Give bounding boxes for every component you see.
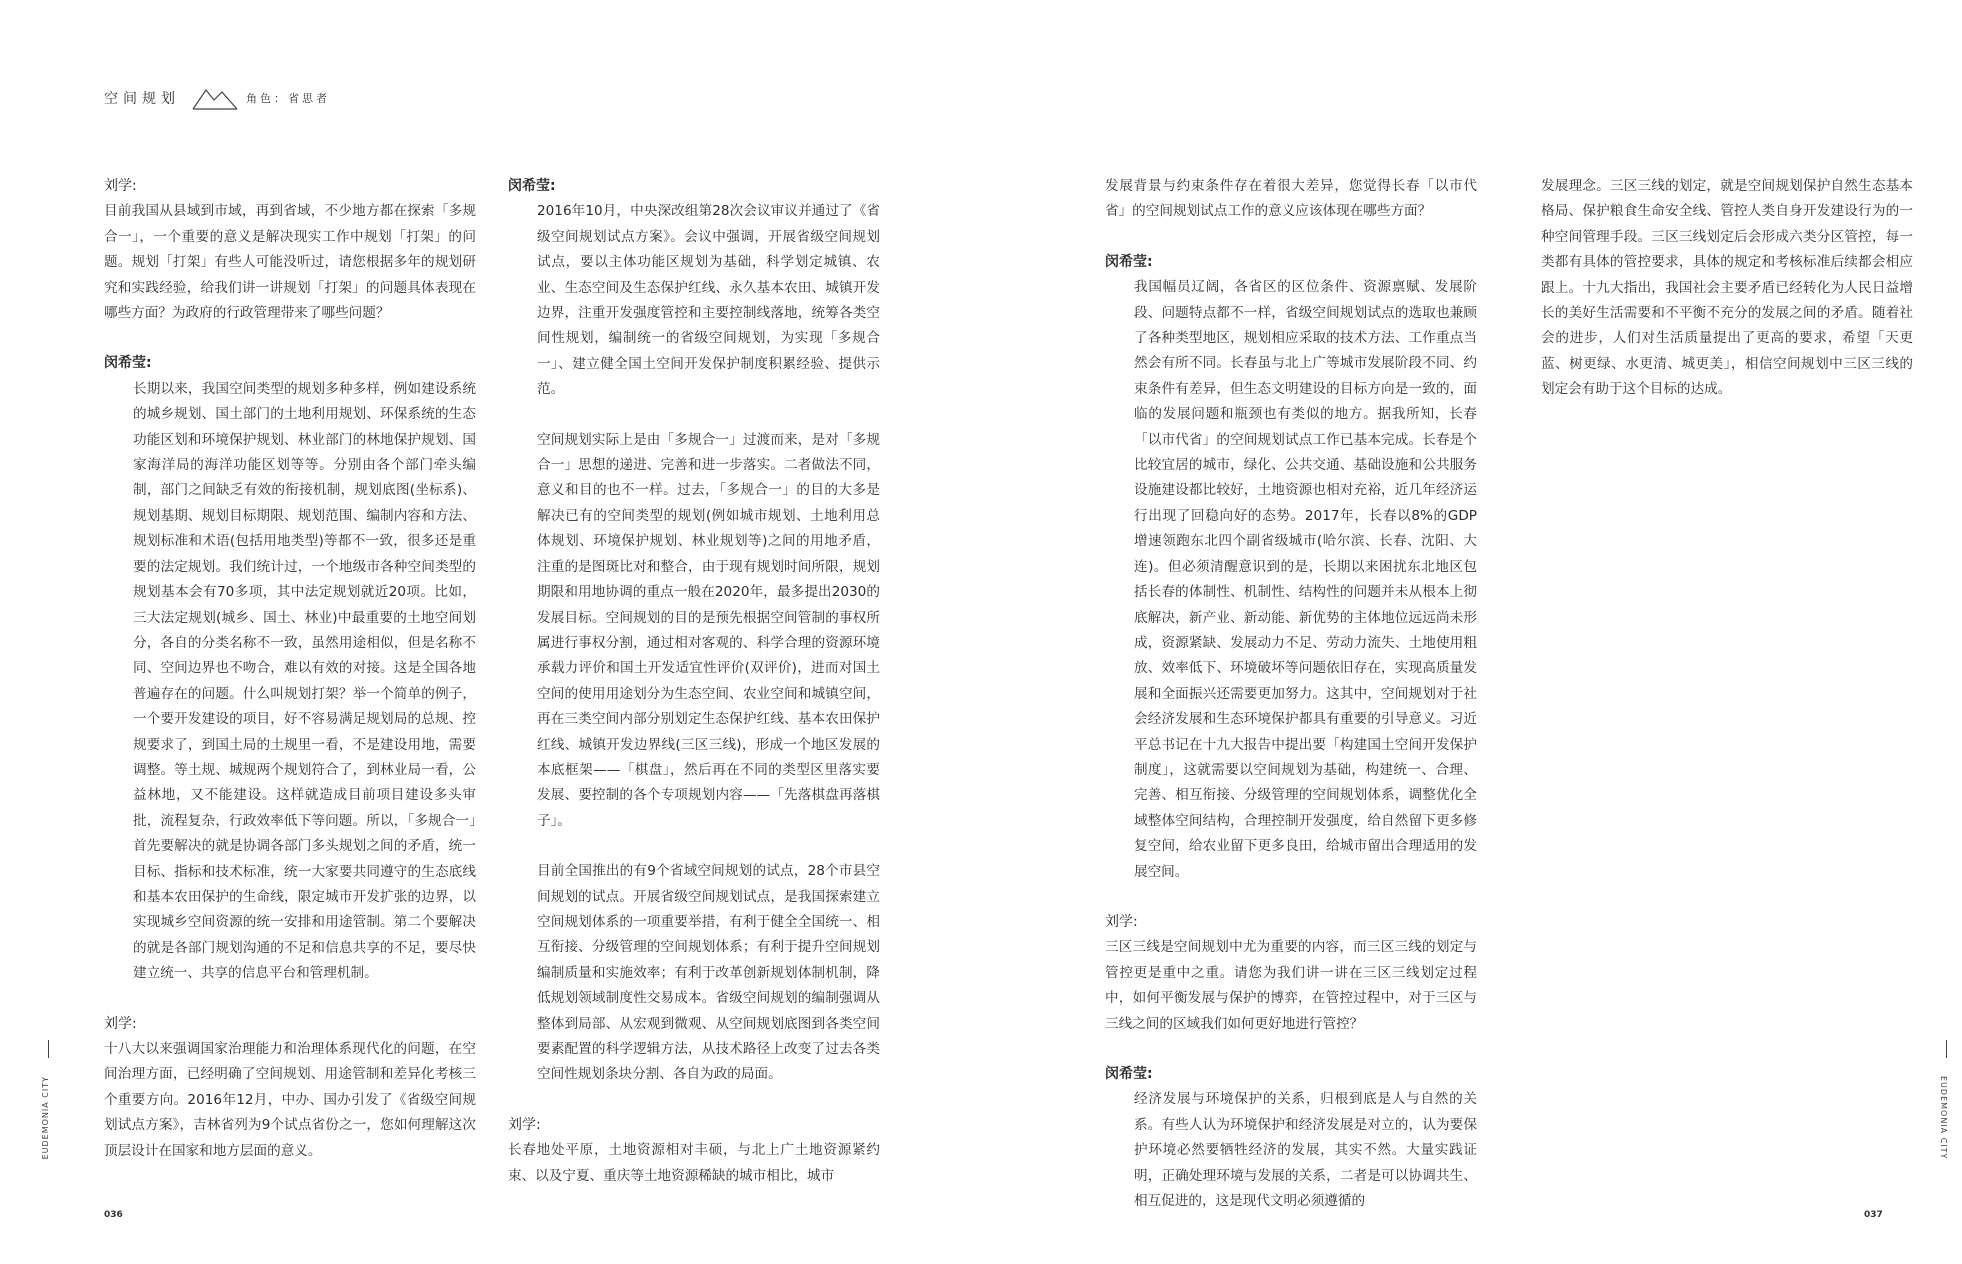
page-number-left: 036 — [104, 1210, 123, 1220]
side-rail-left — [37, 1040, 61, 1160]
page-number-right: 037 — [1864, 1210, 1883, 1220]
side-rail-right — [1935, 1040, 1959, 1160]
rail-tick — [1946, 1040, 1947, 1058]
text-column-3 — [1105, 174, 1477, 1214]
section-title: 空间规划 — [104, 91, 180, 107]
speaker-name: 闵希莹: — [1105, 253, 1153, 270]
answer-paragraph: 2016年10月，中央深改组第28次会议审议并通过了《省级空间规划试点方案》。会议中强调，开展省级空间规划试点，要以主体功能区规划为基础，科学划定城镇、农业、生态空间及生态保护红线、永久基本农田、城镇开发边界，注重开发强度管控和主要控制线落地，统筹各类空间性规划，编制统一的省级空间规划，为实现「多规合一」、建立健全国土空间开发保护制度积累经验、提供示范。 — [537, 203, 880, 398]
role-label: 角色：省思者 — [246, 92, 330, 105]
answer-paragraph: 目前全国推出的有9个省域空间规划的试点，28个市县空间规划的试点。开展省级空间规划试点，是我国探索建立空间规划体系的一项重要举措，有利于健全全国统一、相互衔接、分级管理的空间规划体系；有利于提升空间规划编制质量和实施效率；有利于改革创新规划体制机制，降低规划领域制度性交易成本。省级空间规划的编制强调从整体到局部、从宏观到微观、从空间规划底图到各类空间要素配置的科学逻辑方法，从技术路径上改变了过去各类空间性规划条块分割、各自为政的局面。 — [537, 863, 880, 1083]
question-paragraph: 三区三线是空间规划中尤为重要的内容，而三区三线的划定与管控更是重中之重。请您为我们讲一讲在三区三线划定过程中，如何平衡发展与保护的博弈，在管控过程中，对于三区与三线之间的区域我们如何更好地进行管控？ — [1105, 939, 1477, 1032]
speaker-name: 刘学: — [1105, 913, 1138, 930]
speaker-name: 闵希莹: — [1105, 1066, 1153, 1082]
magazine-side-label: EUDEMONIA CITY — [41, 1076, 50, 1160]
speaker-name: 闵希莹: — [104, 355, 152, 372]
answer-paragraph: 空间规划实际上是由「多规合一」过渡而来，是对「多规合一」思想的递进、完善和进一步落实。二者做法不同，意义和目的也不一样。过去，「多规合一」的目的大多是解决已有的空间类型的规划(例如城市规划、土地利用总体规划、环境保护规划、林业规划等)之间的用地矛盾，注重的是图斑比对和整合，由于现有规划时间所限，规划期限和用地协调的重点一般在2020年，最多提出2030的发展目标。空间规划的目的是预先根据空间管制的事权所属进行事权分割，通过相对客观的、科学合理的资源环境承载力评价和国土开发适宜性评价(双评价)，进而对国土空间的使用用途划分为生态空间、农业空间和城镇空间，再在三类空间内部分别划定生态保护红线、基本农田保护红线、城镇开发边界线(三区三线)，形成一个地区发展的本底框架——「棋盘」，然后再在不同的类型区里落实要发展、要控制的各个专项规划内容——「先落棋盘再落棋子」。 — [537, 431, 880, 829]
answer-paragraph-continued: 发展理念。三区三线的划定，就是空间规划保护自然生态基本格局、保护粮食生命安全线、管控人类自身开发建设行为的一种空间管理手段。三区三线划定后会形成六类分区管控，每一类都有具体的管控要求，具体的规定和考核标准后续都会相应跟上。十九大指出，我国社会主要矛盾已经转化为人民日益增长的美好生活需要和不平衡不充分的发展之间的矛盾。随着社会的进步，人们对生活质量提出了更高的要求，希望「天更蓝、树更绿、水更清、城更美」，相信空间规划中三区三线的划定会有助于这个目标的达成。 — [1541, 178, 1913, 398]
answer-paragraph: 经济发展与环境保护的关系，归根到底是人与自然的关系。有些人认为环境保护和经济发展是对立的，认为要保护环境必然要牺牲经济的发展，其实不然。大量实践证明，正确处理环境与发展的关系，二者是可以协调共生、相互促进的，这是现代文明必须遵循的 — [1134, 1091, 1477, 1210]
answer-paragraph: 我国幅员辽阔，各省区的区位条件、资源禀赋、发展阶段、问题特点都不一样，省级空间规划试点的选取也兼顾了各种类型地区，规划相应采取的技术方法、工作重点当然会有所不同。长春虽与北上广等城市发展阶段不同、约束条件有差异，但生态文明建设的目标方向是一致的，面临的发展问题和瓶颈也有类似的地方。据我所知，长春「以市代省」的空间规划试点工作已基本完成。长春是个比较宜居的城市，绿化、公共交通、基础设施和公共服务设施建设都比较好，土地资源也相对充裕，近几年经济运行出现了回稳向好的态势。2017年，长春以8%的GDP增速领跑东北四个副省级城市(哈尔滨、长春、沈阳、大连)。但必须清醒意识到的是，长期以来困扰东北地区包括长春的体制性、机制性、结构性的问题并未从根本上彻底解决，新产业、新动能、新优势的主体地位远远尚未形成，资源紧缺、发展动力不足、劳动力流失、土地使用粗放、效率低下、环境破坏等问题依旧存在，实现高质量发展和全面振兴还需要更加努力。这其中，空间规划对于社会经济发展和生态环境保护都具有重要的引导意义。习近平总书记在十九大报告中提出要「构建国土空间开发保护制度」，这就需要以空间规划为基础，构建统一、合理、完善、相互衔接、分级管理的空间规划体系，调整优化全域整体空间结构，合理控制开发强度，给自然留下更多修复空间，给农业留下更多良田，给城市留出合理适用的发展空间。 — [1134, 279, 1477, 880]
answer-paragraph: 长期以来，我国空间类型的规划多种多样，例如建设系统的城乡规划、国土部门的土地利用规划、环保系统的生态功能区划和环境保护规划、林业部门的林地保护规划、国家海洋局的海洋功能区划等等。分别由各个部门牵头编制，部门之间缺乏有效的衔接机制，规划底图(坐标系)、规划基期、规划目标期限、规划范围、编制内容和方法、规划标准和术语(包括用地类型)等都不一致，很多还是重要的法定规划。我们统计过，一个地级市各种空间类型的规划基本会有70多项，其中法定规划就近20项。比如，三大法定规划(城乡、国土、林业)中最重要的土地空间划分，各自的分类名称不一致，虽然用途相似，但是名称不同、空间边界也不吻合，难以有效的对接。这是全国各地普遍存在的问题。什么叫规划打架？举一个简单的例子，一个要开发建设的项目，好不容易满足规划局的总规、控规要求了，到国土局的土规里一看，不是建设用地，需要调整。等土规、城规两个规划符合了，到林业局一看，公益林地，又不能建设。这样就造成目前项目建设多头审批，流程复杂，行政效率低下等问题。所以，「多规合一」首先要解决的就是协调各部门多头规划之间的矛盾，统一目标、指标和技术标准，统一大家要共同遵守的生态底线和基本农田保护的生命线，限定城市开发扩张的边界，以实现城乡空间资源的统一安排和用途管制。第二个要解决的就是各部门规划沟通的不足和信息共享的不足，要尽快建立统一、共享的信息平台和管理机制。 — [133, 380, 476, 982]
question-paragraph: 长春地处平原，土地资源相对丰硕，与北上广土地资源紧约束、以及宁夏、重庆等土地资源稀缺的城市相比，城市 — [508, 1142, 880, 1184]
text-column-4 — [1541, 174, 1913, 403]
magazine-side-label: EUDEMONIA CITY — [1939, 1076, 1948, 1160]
text-column-1 — [104, 174, 476, 1164]
question-paragraph: 目前我国从县域到市域，再到省域，不少地方都在探索「多规合一」，一个重要的意义是解决现实工作中规划「打架」的问题。规划「打架」有些人可能没听过，请您根据多年的规划研究和实践经验，给我们讲一讲规划「打架」的问题具体表现在哪些方面？为政府的行政管理带来了哪些问题？ — [104, 203, 476, 322]
speaker-name: 刘学: — [508, 1116, 541, 1133]
speaker-name: 闵希莹: — [508, 178, 556, 194]
speaker-name: 刘学: — [104, 1015, 137, 1032]
page-header — [104, 84, 330, 112]
speaker-name: 刘学: — [104, 178, 137, 194]
question-paragraph-continued: 发展背景与约束条件存在着很大差异，您觉得长春「以市代省」的空间规划试点工作的意义应该体现在哪些方面？ — [1105, 178, 1477, 220]
text-column-2 — [508, 174, 880, 1189]
question-paragraph: 十八大以来强调国家治理能力和治理体系现代化的问题，在空间治理方面，已经明确了空间规划、用途管制和差异化考核三个重要方向。2016年12月，中办、国办引发了《省级空间规划试点方案》，吉林省列为9个试点省份之一，您如何理解这次顶层设计在国家和地方层面的意义。 — [104, 1041, 476, 1159]
mountain-logo-icon — [192, 86, 238, 110]
rail-tick — [48, 1040, 49, 1058]
